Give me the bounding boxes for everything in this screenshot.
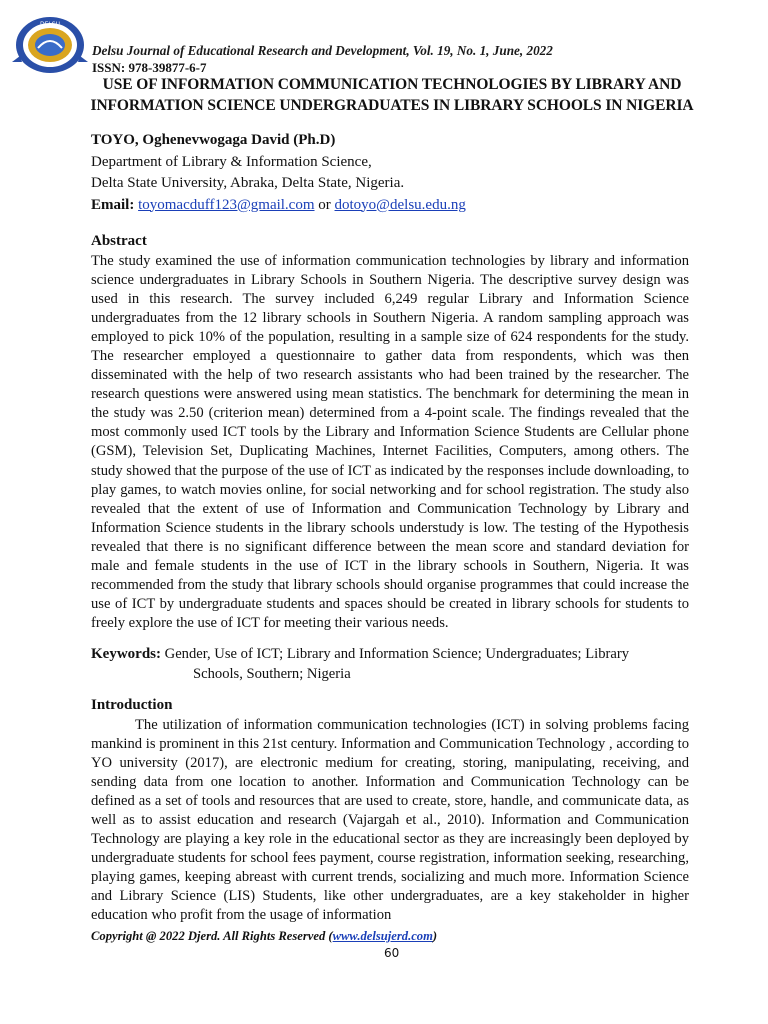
title-line-1: USE OF INFORMATION COMMUNICATION TECHNOLOGIES BY LIBRARY AND — [102, 76, 682, 93]
email-label: Email: — [91, 196, 135, 213]
introduction-body: The utilization of information communication technologies (ICT) in solving problems facing mankind is prominent in this 21st century. Information and Communication Technology , according to YO university (2017), are electronic medium for creating, storing, manipulating, receiving, and sending data from one location to another. Information and Communication Technology can be defined as a set of tools and resources that are used to create, store, handle, and communicate data, as well as to assist education and research (Vajargah et al., 2010). Information and Communication Technology are playing a key role in the educational sector as they are increasingly been deployed by undergraduate students for school fees payment, course registration, information seeking, researching, playing games, keeping abreast with current trends, socializing and much more. Information Science and Library Science (LIS) Students, like other undergraduates, are a key stakeholder in higher education who profit from the usage of information — [91, 717, 689, 924]
logo-text: DELSU — [40, 21, 60, 28]
journal-website-link[interactable]: www.delsujerd.com — [332, 929, 433, 943]
copyright-notice — [91, 929, 691, 944]
page-number: 60 — [384, 946, 400, 960]
journal-citation: Delsu Journal of Educational Research and Development, Vol. 19, No. 1, June, 2022 — [92, 43, 553, 58]
keywords-line-1: Gender, Use of ICT; Library and Information Science; Undergraduates; Library — [161, 646, 630, 662]
author-email-line — [91, 195, 691, 217]
copyright-suffix: ) — [432, 929, 438, 943]
author-name: TOYO, Oghenevwogaga David (Ph.D) — [91, 132, 336, 148]
author-block — [91, 130, 691, 216]
copyright-prefix: Copyright @ 2022 Djerd. All Rights Reserved ( — [91, 929, 333, 943]
keywords-label: Keywords: — [91, 646, 161, 662]
introduction-heading: Introduction — [91, 697, 173, 713]
abstract-body: The study examined the use of information communication technologies by library and information science undergraduates in Library Schools in Southern Nigeria. The descriptive survey design was used in this research. The survey included 6,249 regular Library and Information Science undergraduates from the 12 library schools in Southern Nigeria. A random sampling approach was employed to pick 10% of the population, resulting in a sample size of 624 respondents for the study. The researcher employed a questionnaire to gather data from respondents, which was then disseminated with the help of two research assistants who had been trained by the researcher. The research questions were answered using mean statistics. The benchmark for determining the mean in the study was 2.50 (criterion mean) determined from a 4-point scale. The findings revealed that the most commonly used ICT tools by the Library and Information Science Students are Cellular phone (GSM), Television Set, Duplicating Machines, Internet Facilities, Computers, among others. The study showed that the purpose of the use of ICT as indicated by the responses include downloading, to play games, to watch movies online, for social networking and for school registration. The study also revealed that the extent of use of Information and Communication Technology by Library and Information Science students in the library schools understudy is low. The testing of the Hypothesis revealed that there is no significant difference between the mean score and standard deviation for male and female students in the use of ICT in the library schools in Southern, Nigeria. It was recommended from the study that library schools should organise programmes that could increase the use of ICT by undergraduate students and spaces should be created in library schools for students to freely explore the use of ICT for meeting their various needs. — [91, 253, 689, 631]
title-line-2: INFORMATION SCIENCE UNDERGRADUATES IN LIBRARY SCHOOLS IN NIGERIA — [90, 97, 694, 114]
issn: ISSN: 978-39877-6-7 — [92, 60, 207, 75]
paper-title — [90, 74, 694, 116]
author-department: Department of Library & Information Science, — [91, 153, 372, 170]
journal-logo — [12, 12, 88, 78]
email-link-2[interactable]: dotoyo@delsu.edu.ng — [334, 196, 466, 213]
email-or: or — [314, 196, 335, 213]
email-link-1[interactable]: toyomacduff123@gmail.com — [138, 196, 315, 213]
abstract-heading: Abstract — [91, 233, 147, 249]
keywords — [91, 644, 691, 684]
keywords-line-2: Schools, Southern; Nigeria — [193, 666, 351, 682]
author-institution: Delta State University, Abraka, Delta State, Nigeria. — [91, 175, 405, 191]
